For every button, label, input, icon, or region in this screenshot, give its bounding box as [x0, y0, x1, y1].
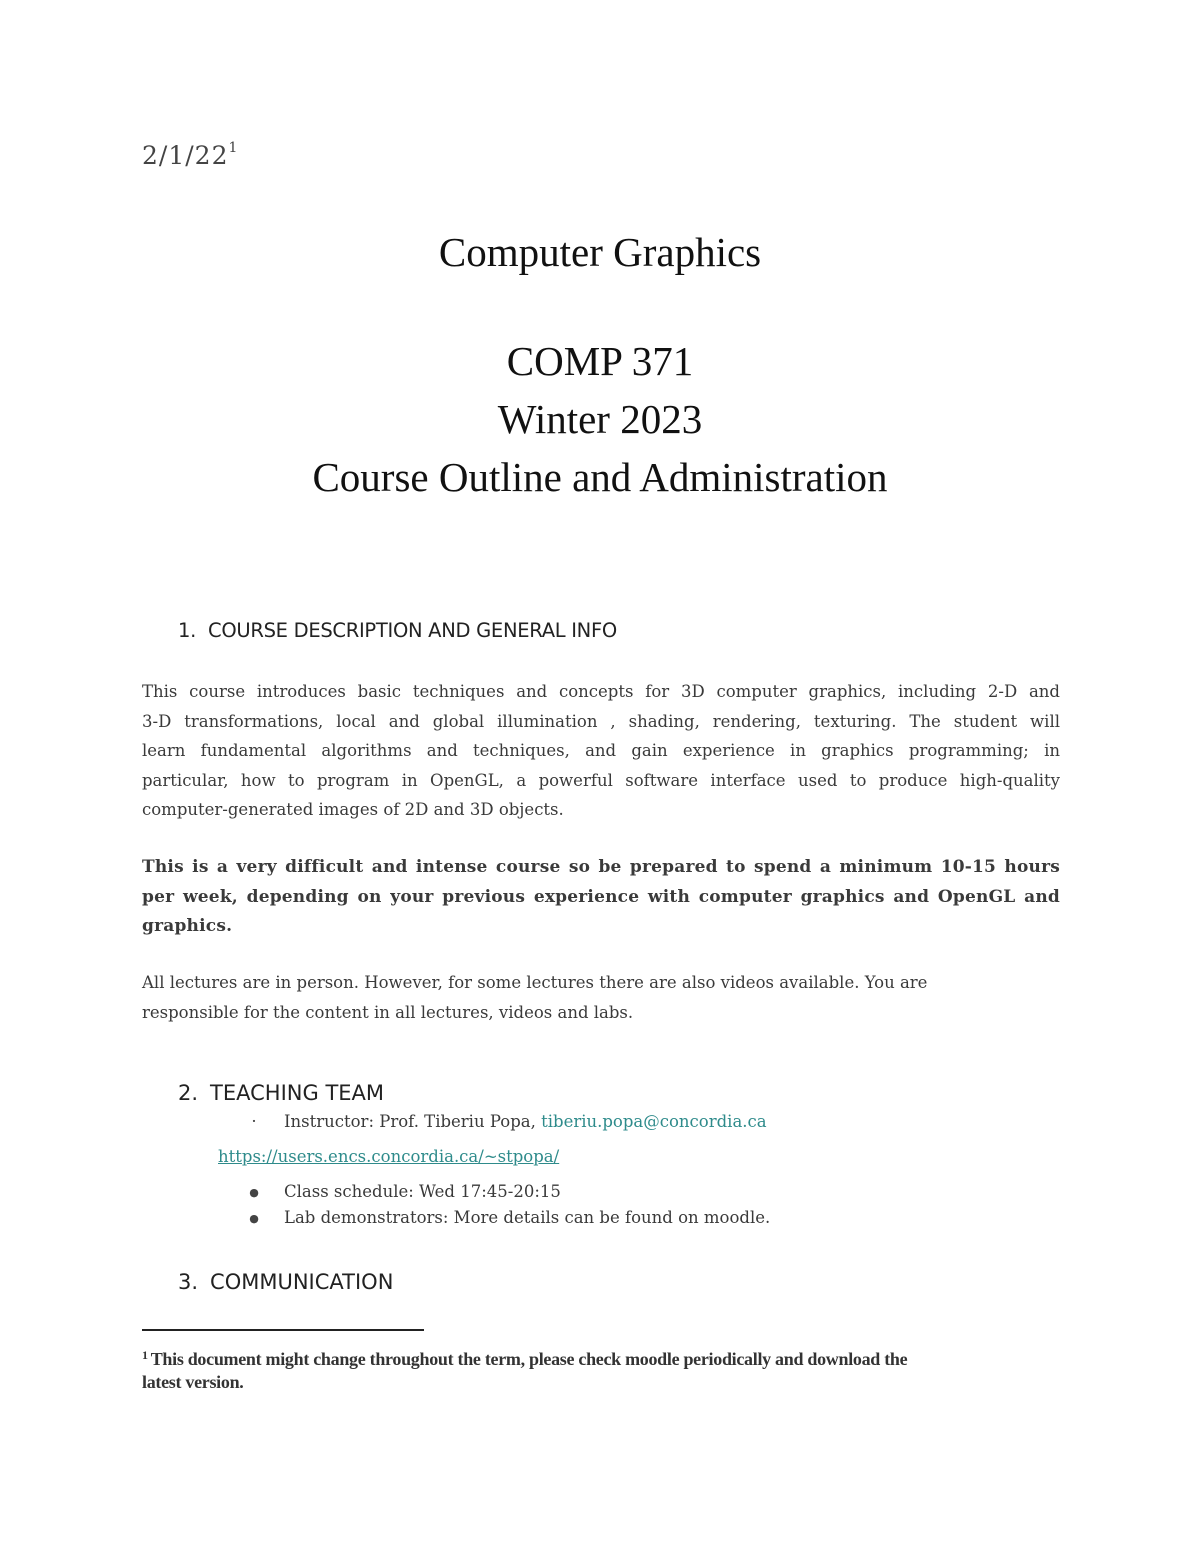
instructor-email-link[interactable]: tiberiu.popa@concordia.ca	[541, 1112, 767, 1131]
paragraph-line: 3-D transformations, local and global illumination , shading, rendering, texturing. The student will	[142, 711, 1060, 731]
bullet-icon: ·	[251, 1112, 257, 1131]
paragraph-line: graphics.	[142, 916, 233, 936]
instructor-label: Instructor: Prof. Tiberiu Popa,	[284, 1112, 542, 1131]
paragraph-line: per week, depending on your previous experience with computer graphics and OpenGL and	[142, 886, 1060, 907]
workload-warning-paragraph	[142, 853, 1060, 942]
footnote-reference[interactable]: 1	[228, 140, 239, 156]
instructor-website-link[interactable]: https://users.encs.concordia.ca/~stpopa/	[218, 1147, 560, 1166]
section-title: COMMUNICATION	[210, 1270, 394, 1294]
bullet-icon: ●	[249, 1186, 259, 1199]
section-heading-teaching-team	[178, 1081, 384, 1105]
course-code: COMP 371	[506, 338, 694, 384]
list-item-url	[218, 1147, 559, 1166]
bullet-icon: ●	[249, 1212, 259, 1225]
footnote	[142, 1344, 1042, 1394]
footnote-line: latest version.	[142, 1372, 244, 1392]
section-title: COURSE DESCRIPTION AND GENERAL INFO	[208, 619, 617, 642]
section-title: TEACHING TEAM	[210, 1081, 385, 1105]
paragraph-line: This course introduces basic techniques and concepts for 3D computer graphics, including 2-D and	[142, 682, 1060, 701]
paragraph-line: This is a very difficult and intense course so be prepared to spend a minimum 10-15 hours	[142, 857, 1060, 877]
paragraph-line: computer-generated images of 2D and 3D objects.	[142, 800, 564, 819]
instructor-text	[284, 1112, 767, 1131]
course-term: Winter 2023	[497, 396, 703, 442]
lab-demonstrators-text: Lab demonstrators: More details can be found on moodle.	[284, 1208, 771, 1227]
date-text: 2/1/22	[142, 141, 229, 170]
section-heading-communication	[178, 1270, 393, 1294]
section-number: 2.	[178, 1081, 199, 1105]
footnote-line	[142, 1344, 1042, 1371]
class-schedule-text: Class schedule: Wed 17:45-20:15	[284, 1182, 561, 1201]
document-date	[142, 140, 238, 170]
paragraph-line: particular, how to program in OpenGL, a powerful software interface used to produce high-quality	[142, 770, 1060, 790]
document-subtitle: Course Outline and Administration	[312, 454, 888, 500]
footnote-divider	[142, 1329, 424, 1331]
section-number: 1.	[178, 619, 197, 642]
lectures-paragraph	[142, 968, 1060, 1027]
section-heading-description	[178, 619, 617, 642]
footnote-text: This document might change throughout the term, please check moodle periodically and download the	[150, 1349, 908, 1369]
paragraph-line: learn fundamental algorithms and techniques, and gain experience in graphics programming; in	[142, 741, 1060, 760]
footnote-marker: 1	[142, 1348, 148, 1362]
paragraph-line: All lectures are in person. However, for some lectures there are also videos available. You are	[142, 973, 928, 992]
course-description-paragraph	[142, 677, 1060, 825]
paragraph-line: responsible for the content in all lectures, videos and labs.	[142, 1002, 634, 1022]
section-number: 3.	[178, 1270, 199, 1294]
course-title: Computer Graphics	[438, 229, 762, 275]
